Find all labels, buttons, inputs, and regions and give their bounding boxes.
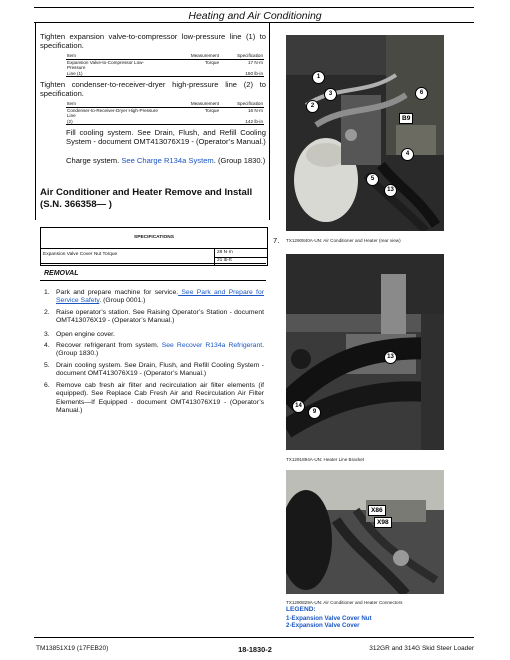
left-margin-rule: [35, 22, 36, 220]
callout-13: 13: [384, 184, 397, 197]
footer-page-number: 18-1830-2: [238, 645, 272, 654]
footer-rule: [34, 637, 474, 638]
park-prepare-link[interactable]: See Park and Prepare for Service Safety: [56, 289, 264, 305]
ac-heater-connectors-photo: [286, 470, 444, 594]
photo-ac-heater-connectors: [286, 470, 444, 594]
photo1-caption: TX1290840A-UN: Air Conditioner and Heater (rear view): [286, 238, 401, 243]
heater-line-bracket-photo: [286, 254, 444, 450]
step-text: Park and prepare machine for service.: [56, 289, 179, 296]
table-header: Item: [66, 101, 160, 107]
table-header: Measurement: [160, 101, 220, 107]
step-number: 6.: [44, 382, 50, 389]
table-cell: 17 N·m: [247, 59, 263, 65]
callout-3: 3: [324, 88, 337, 101]
photo2-caption: TX1291894A-UN: Heater Line Bracket: [286, 457, 365, 462]
callout-6: 6: [415, 87, 428, 100]
connector-tag-x98: X98: [374, 517, 392, 528]
tighten-step-2: Tighten condenser-to-receiver-dryer high-pressure line (2) to specification.: [40, 80, 266, 99]
tighten-step-1: Tighten expansion valve-to-compressor low-pressure line (1) to specification.: [40, 32, 266, 51]
torque-table-1: [66, 53, 264, 77]
specifications-heading: SPECIFICATIONS: [41, 228, 267, 249]
table-header: Item: [66, 53, 160, 59]
table-header: Measurement: [160, 53, 220, 59]
callout-13: 13: [384, 351, 397, 364]
connector-tag-x86: X86: [368, 505, 386, 516]
removal-step: [44, 362, 266, 381]
table-cell: Torque: [204, 59, 219, 65]
spec-value-metric: 28 N·m: [217, 250, 233, 255]
legend-item: 2-Expansion Valve Cover: [286, 622, 360, 629]
step-text: Open engine cover.: [56, 331, 115, 338]
header-bottom-rule: [34, 22, 474, 23]
step-number: 5.: [44, 362, 50, 369]
photo3-caption: TX1290829A-UN: Air Conditioner and Heater Connectors: [286, 600, 403, 605]
table-cell: (2): [66, 119, 160, 125]
section-title: [40, 187, 268, 211]
table-cell: 142 lb-in: [220, 119, 264, 125]
step-number: 4.: [44, 342, 50, 349]
removal-step: [44, 289, 266, 308]
callout-14: 14: [292, 400, 305, 413]
charge-suffix: . (Group 1830.): [213, 156, 266, 165]
table-cell: Condenser-to-Receiver-Dryer High-Pressure Line: [67, 107, 158, 119]
callout-1: 1: [312, 71, 325, 84]
table-cell: Torque: [204, 107, 219, 113]
column-rule: [269, 22, 270, 220]
callout-5: 5: [366, 173, 379, 186]
step-number: 1.: [44, 289, 50, 296]
specifications-table: [40, 227, 268, 266]
section-title-line1: Air Conditioner and Heater Remove and Install: [40, 187, 253, 198]
removal-step: [44, 331, 266, 341]
footer-model: 312GR and 314G Skid Steer Loader: [369, 645, 474, 652]
table-cell: 150 lb-in: [220, 71, 264, 77]
callout-2: 2: [306, 100, 319, 113]
charge-system-step: [66, 156, 266, 165]
table-header: Specification: [220, 53, 264, 59]
removal-step: [44, 342, 266, 361]
callout-4: 4: [401, 148, 414, 161]
table-cell: 16 N·m: [247, 107, 263, 113]
callout-9: 9: [308, 406, 321, 419]
step-text: Recover refrigerant from system.: [56, 342, 159, 349]
recover-r134a-link[interactable]: See Recover R134a Refrigerant: [158, 342, 263, 349]
charge-r134a-link[interactable]: See Charge R134a System: [121, 156, 214, 165]
photo-ac-heater-rear: [286, 35, 444, 231]
legend-heading: LEGEND:: [286, 606, 316, 613]
step-number: 3.: [44, 331, 50, 338]
removal-step: [44, 309, 266, 328]
photo-heater-line-bracket: [286, 254, 444, 450]
step-text: Drain cooling system. See Drain, Flush, and Refill Cooling System - document OMT413076X19 - (Operator’s Manual.): [56, 362, 264, 378]
torque-table-2: [66, 101, 264, 125]
legend-item: 1-Expansion Valve Cover Nut: [286, 615, 372, 622]
step-text: Raise operator’s station. See Raising Operator’s Station - document OMT413076X19 - (Operator’s Manual.): [56, 309, 264, 325]
step-text: . (Group 0001.): [99, 297, 146, 305]
step-text: . (Group 1830.): [56, 342, 264, 358]
fill-cooling-step: Fill cooling system. See Drain, Flush, and Refill Cooling System - document OMT413076X19 - (Operator’s Manual.): [66, 128, 266, 147]
connector-tag-b9: B9: [399, 113, 413, 124]
table-header: Specification: [220, 101, 264, 107]
footer-doc-id: TM13851X19 (17FEB20): [36, 645, 109, 652]
table-cell: Expansion Valve-to-Compressor Low-Pressure: [67, 59, 145, 71]
ac-heater-rear-photo: [286, 35, 444, 231]
page-header-title: Heating and Air Conditioning: [188, 10, 322, 22]
removal-heading: REMOVAL: [44, 270, 79, 277]
spec-label: Expansion Valve Cover Nut Torque: [43, 252, 118, 257]
step-text: Remove cab fresh air filter and recirculation air filter elements (if equipped). See Replace Cab Fresh Air and Recirculation Air Filter Elements—If Equipped - document OMT413076X19 - (Operator’s Manual.): [56, 382, 264, 414]
removal-step: [44, 382, 266, 422]
section-title-line2: (S.N. 366358— ): [40, 199, 112, 210]
charge-prefix: Charge system.: [66, 156, 120, 165]
table-cell: Line (1): [66, 71, 160, 77]
header-top-rule: [34, 7, 474, 8]
figure-step-number: 7.: [273, 236, 280, 245]
step-number: 2.: [44, 309, 50, 316]
spec-value-imperial: 21 lb-ft: [217, 258, 232, 263]
